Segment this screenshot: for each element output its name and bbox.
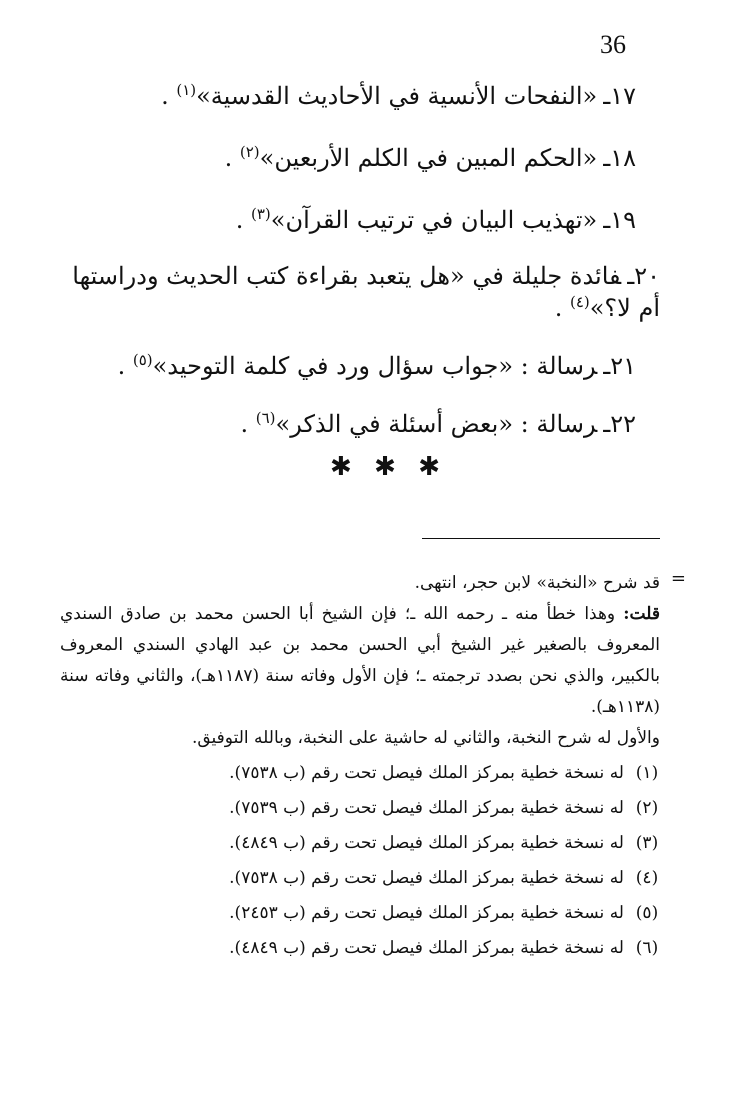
comment-text: وهذا خطأ منه ـ رحمه الله ـ؛ فإن الشيخ أبا الحسن محمد بن صادق السندي المعروف بالصغير غير الشيخ أبي الحسن محمد بن عبد الهادي السندي المعروف بالكبير، والذي نحن بصدد ترجمته ـ؛ فإن الأول وفاته سنة (١١٨٧هـ)، والثاني وفاته سنة (١١٣٨هـ). — [60, 604, 660, 717]
footnote-item — [60, 896, 670, 931]
footnote-ref[interactable]: (٣) — [250, 205, 271, 223]
continuation-mark: = — [670, 568, 686, 589]
footnote-number: (٦) — [635, 938, 659, 958]
item-title: رسالة : «بعض أسئلة في الذكر» — [275, 410, 598, 438]
footnote-ref[interactable]: (٦) — [255, 409, 276, 427]
footnote-ref[interactable]: (٤) — [569, 293, 590, 311]
item-number: ١٧ـ — [603, 82, 636, 110]
item-end: . — [161, 82, 177, 110]
page-number: 36 — [600, 30, 626, 59]
list-item — [60, 408, 636, 440]
item-end: . — [224, 144, 240, 172]
separator-asterisk: ✱ — [374, 452, 396, 482]
footnote-number: (٣) — [635, 833, 659, 853]
footnote-item — [60, 931, 670, 966]
list-item — [60, 80, 636, 112]
footnote-item — [60, 861, 670, 896]
item-end: . — [240, 410, 256, 438]
footnote-text: له نسخة خطية بمركز الملك فيصل تحت رقم (ب ٤٨٤٩). — [229, 833, 624, 853]
item-number: ٢٠ـ — [627, 262, 660, 290]
works-list — [60, 72, 660, 440]
footnote-ref[interactable]: (٥) — [132, 351, 153, 369]
footnote-ref[interactable]: (١) — [176, 81, 197, 99]
item-title: «الحكم المبين في الكلم الأربعين» — [259, 144, 598, 172]
item-number: ١٩ـ — [603, 206, 636, 234]
footnote-text: له نسخة خطية بمركز الملك فيصل تحت رقم (ب ٤٨٤٩). — [229, 938, 624, 958]
item-number: ٢١ـ — [603, 352, 636, 380]
separator-asterisk: ✱ — [418, 452, 440, 482]
footnote-continued-text: قد شرح «النخبة» لابن حجر، انتهى. — [414, 573, 660, 593]
footnote-closing: والأول له شرح النخبة، والثاني له حاشية على النخبة، وبالله التوفيق. — [191, 728, 660, 748]
footnote-text: له نسخة خطية بمركز الملك فيصل تحت رقم (ب ٢٤٥٣). — [229, 903, 624, 923]
list-item — [60, 260, 660, 324]
list-item — [60, 350, 636, 382]
item-title: «تهذيب البيان في ترتيب القرآن» — [270, 206, 598, 234]
section-separator — [330, 452, 440, 482]
separator-asterisk: ✱ — [330, 452, 352, 482]
footnote-item — [60, 756, 670, 791]
footnote-comment — [60, 599, 670, 723]
footnote-number: (٥) — [635, 903, 659, 923]
item-number: ٢٢ـ — [603, 410, 636, 438]
footnote-item — [60, 791, 670, 826]
item-end: . — [117, 352, 133, 380]
footnote-number: (٢) — [635, 798, 659, 818]
list-item — [60, 142, 636, 174]
footnote-text: له نسخة خطية بمركز الملك فيصل تحت رقم (ب ٧٥٣٨). — [229, 763, 624, 783]
footnote-item — [60, 826, 670, 861]
footnote-number: (٤) — [635, 868, 659, 888]
footnote-list — [60, 756, 670, 966]
footnote-divider — [422, 538, 660, 539]
item-title: رسالة : «جواب سؤال ورد في كلمة التوحيد» — [152, 352, 598, 380]
footnotes — [60, 568, 686, 966]
item-number: ١٨ـ — [603, 144, 636, 172]
item-end: . — [554, 294, 570, 322]
item-title: فائدة جليلة في «هل يتعبد بقراءة كتب الحديث ودراستها أم لا؟» — [72, 262, 660, 322]
footnote-ref[interactable]: (٢) — [239, 143, 260, 161]
item-title: «النفحات الأنسية في الأحاديث القدسية» — [196, 82, 598, 110]
footnote-number: (١) — [635, 763, 659, 783]
footnote-text: له نسخة خطية بمركز الملك فيصل تحت رقم (ب ٧٥٣٩). — [229, 798, 624, 818]
list-item — [60, 204, 636, 236]
item-end: . — [235, 206, 251, 234]
footnote-text: له نسخة خطية بمركز الملك فيصل تحت رقم (ب ٧٥٣٨). — [229, 868, 624, 888]
comment-label: قلت: — [623, 604, 661, 624]
